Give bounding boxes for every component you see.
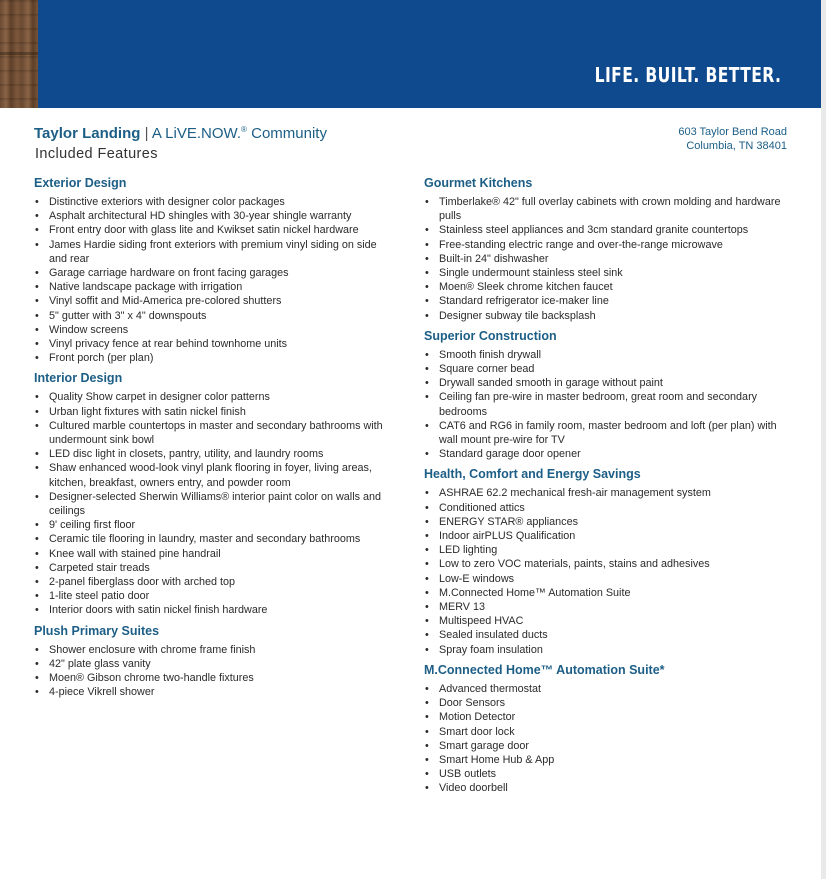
section-title-health: Health, Comfort and Energy Savings (424, 467, 641, 482)
section-title-interior: Interior Design (34, 371, 123, 386)
list-item: • Drywall sanded smooth in garage without paint (424, 376, 789, 390)
list-item: • Indoor airPLUS Qualification (424, 529, 789, 543)
brand-registered-mark: ® (241, 125, 247, 134)
list-item: • Moen® Sleek chrome kitchen faucet (424, 280, 789, 294)
section-title-construction: Superior Construction (424, 328, 557, 343)
list-item: • M.Connected Home™ Automation Suite (424, 586, 789, 600)
list-item: • Low-E windows (424, 572, 789, 586)
list-item: • Designer-selected Sherwin Williams® interior paint color on walls and ceilings (34, 490, 389, 518)
list-item: • Smart door lock (424, 725, 789, 739)
address-block (678, 125, 787, 153)
list-item: • Shower enclosure with chrome frame finish (34, 643, 389, 657)
list-item: • Spray foam insulation (424, 643, 789, 657)
list-item: • Free-standing electric range and over-the-range microwave (424, 238, 789, 252)
title-separator: | (144, 125, 149, 142)
list-item: • Front entry door with glass lite and Kwikset satin nickel hardware (34, 223, 389, 237)
health-list (424, 486, 789, 656)
list-item: • Front porch (per plan) (34, 351, 389, 365)
list-item: • 9' ceiling first floor (34, 518, 389, 532)
list-item: • Ceramic tile flooring in laundry, master and secondary bathrooms (34, 532, 389, 546)
list-item: • Door Sensors (424, 696, 789, 710)
list-item: • Square corner bead (424, 362, 789, 376)
list-item: • 4-piece Vikrell shower (34, 685, 389, 699)
page-title (34, 125, 327, 142)
list-item: • Vinyl soffit and Mid-America pre-colored shutters (34, 294, 389, 308)
list-item: • Garage carriage hardware on front facing garages (34, 266, 389, 280)
list-item: • LED disc light in closets, pantry, utility, and laundry rooms (34, 447, 389, 461)
section-title-suites: Plush Primary Suites (34, 623, 160, 638)
list-item: • MERV 13 (424, 600, 789, 614)
list-item: • Quality Show carpet in designer color patterns (34, 390, 389, 404)
list-item: • ENERGY STAR® appliances (424, 515, 789, 529)
list-item: • Smooth finish drywall (424, 348, 789, 362)
exterior-list (34, 195, 389, 365)
right-column (424, 176, 789, 802)
section-title-automation: M.Connected Home™ Automation Suite* (424, 662, 665, 677)
list-item: • Conditioned attics (424, 501, 789, 515)
list-item: • Urban light fixtures with satin nickel finish (34, 405, 389, 419)
address-line-1: 603 Taylor Bend Road (678, 126, 787, 138)
list-item: • ASHRAE 62.2 mechanical fresh-air management system (424, 486, 789, 500)
list-item: • Smart garage door (424, 739, 789, 753)
wood-texture-image (0, 0, 38, 108)
list-item: • Interior doors with satin nickel finish hardware (34, 603, 389, 617)
brand-prefix: A LiVE.NOW. (151, 125, 242, 142)
list-item: • LED lighting (424, 543, 789, 557)
section-title-exterior: Exterior Design (34, 176, 127, 190)
page-subtitle: Included Features (35, 146, 158, 162)
list-item: • Designer subway tile backsplash (424, 309, 789, 323)
list-item: • Window screens (34, 323, 389, 337)
list-item: • 2-panel fiberglass door with arched top (34, 575, 389, 589)
list-item: • Sealed insulated ducts (424, 628, 789, 642)
brand-suffix: Community (246, 125, 327, 142)
left-column (34, 176, 389, 706)
list-item: • Advanced thermostat (424, 682, 789, 696)
list-item: • Standard garage door opener (424, 447, 789, 461)
interior-list (34, 390, 389, 617)
list-item: • 42" plate glass vanity (34, 657, 389, 671)
list-item: • Low to zero VOC materials, paints, stains and adhesives (424, 557, 789, 571)
list-item: • Single undermount stainless steel sink (424, 266, 789, 280)
section-title-kitchens: Gourmet Kitchens (424, 176, 533, 190)
list-item: • Moen® Gibson chrome two-handle fixtures (34, 671, 389, 685)
list-item: • 5" gutter with 3" x 4" downspouts (34, 309, 389, 323)
list-item: • Ceiling fan pre-wire in master bedroom, great room and secondary bedrooms (424, 390, 789, 418)
suites-list (34, 643, 389, 700)
construction-list (424, 348, 789, 462)
list-item: • Cultured marble countertops in master and secondary bathrooms with undermount sink bowl (34, 419, 389, 447)
list-item: • Standard refrigerator ice-maker line (424, 294, 789, 308)
list-item: • Video doorbell (424, 781, 789, 795)
list-item: • USB outlets (424, 767, 789, 781)
list-item: • Knee wall with stained pine handrail (34, 547, 389, 561)
list-item: • Timberlake® 42" full overlay cabinets with crown molding and hardware pulls (424, 195, 789, 223)
list-item: • Vinyl privacy fence at rear behind townhome units (34, 337, 389, 351)
list-item: • Carpeted stair treads (34, 561, 389, 575)
list-item: • Asphalt architectural HD shingles with 30-year shingle warranty (34, 209, 389, 223)
header-banner (38, 0, 821, 108)
list-item: • James Hardie siding front exteriors with premium vinyl siding on side and rear (34, 238, 389, 266)
list-item: • Multispeed HVAC (424, 614, 789, 628)
list-item: • Distinctive exteriors with designer color packages (34, 195, 389, 209)
address-line-2: Columbia, TN 38401 (686, 140, 787, 152)
list-item: • Stainless steel appliances and 3cm standard granite countertops (424, 223, 789, 237)
list-item: • Native landscape package with irrigation (34, 280, 389, 294)
community-name: Taylor Landing (34, 125, 141, 142)
list-item: • Shaw enhanced wood-look vinyl plank flooring in foyer, living areas, kitchen, breakfast, owners entry, and powder room (34, 461, 389, 489)
list-item: • 1-lite steel patio door (34, 589, 389, 603)
list-item: • Smart Home Hub & App (424, 753, 789, 767)
list-item: • Built-in 24" dishwasher (424, 252, 789, 266)
automation-list (424, 682, 789, 796)
kitchens-list (424, 195, 789, 323)
tagline: LIFE. BUILT. BETTER. (594, 63, 781, 87)
list-item: • CAT6 and RG6 in family room, master bedroom and loft (per plan) with wall mount pre-wire for TV (424, 419, 789, 447)
list-item: • Motion Detector (424, 710, 789, 724)
